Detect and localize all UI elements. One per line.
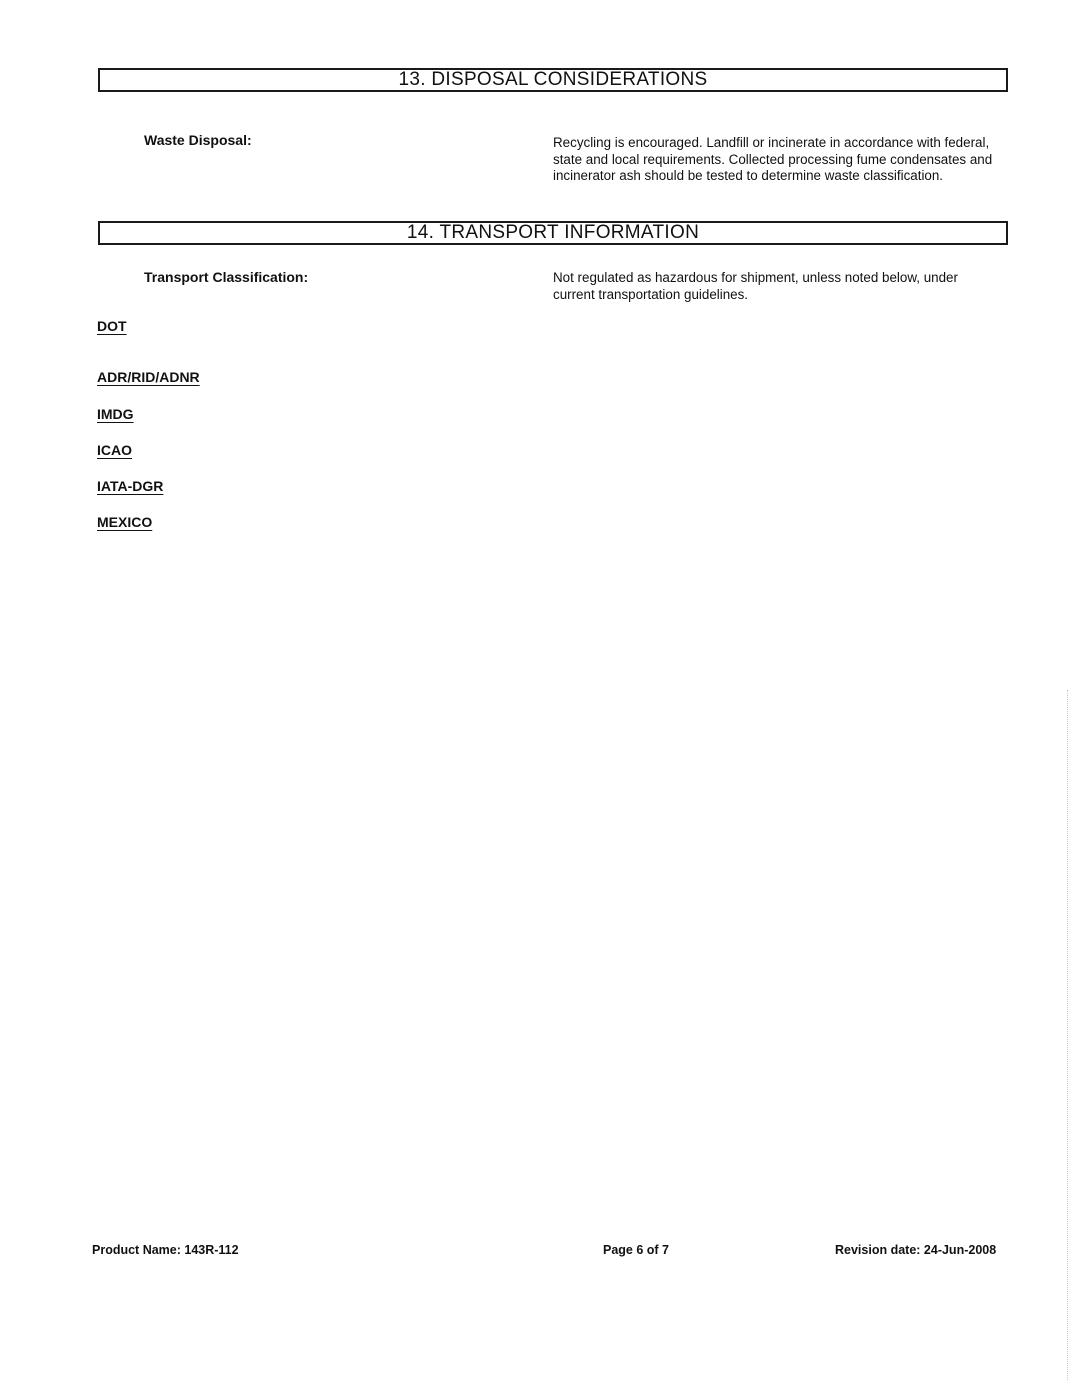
footer-page-number: Page 6 of 7 [603, 1243, 669, 1257]
waste-disposal-text: Recycling is encouraged. Landfill or incinerate in accordance with federal, state and local requirements. Collected processing fume condensates and incinerator ash should be tested to determine waste classification. [553, 135, 993, 183]
transport-section-header [98, 221, 1008, 245]
transport-mode-dot: DOT [97, 318, 127, 334]
transport-mode-adr-rid-adnr: ADR/RID/ADNR [97, 369, 200, 385]
transport-mode-imdg: IMDG [97, 406, 134, 422]
transport-mode-iata-dgr: IATA-DGR [97, 478, 164, 494]
footer-revision-date: Revision date: 24-Jun-2008 [835, 1243, 997, 1257]
transport-mode-icao: ICAO [97, 442, 132, 458]
transport-classification-label: Transport Classification: [144, 269, 309, 285]
transport-classification-text: Not regulated as hazardous for shipment, unless noted below, under current transportation guidelines. [553, 270, 958, 302]
scan-edge-mark [1067, 690, 1069, 1380]
waste-disposal-label: Waste Disposal: [144, 132, 252, 148]
disposal-section-header [98, 68, 1008, 92]
transport-mode-mexico: MEXICO [97, 514, 153, 530]
transport-section-title: 14. TRANSPORT INFORMATION [406, 222, 700, 243]
disposal-section-title: 13. DISPOSAL CONSIDERATIONS [398, 69, 708, 90]
footer-product-name: Product Name: 143R-112 [92, 1243, 239, 1257]
